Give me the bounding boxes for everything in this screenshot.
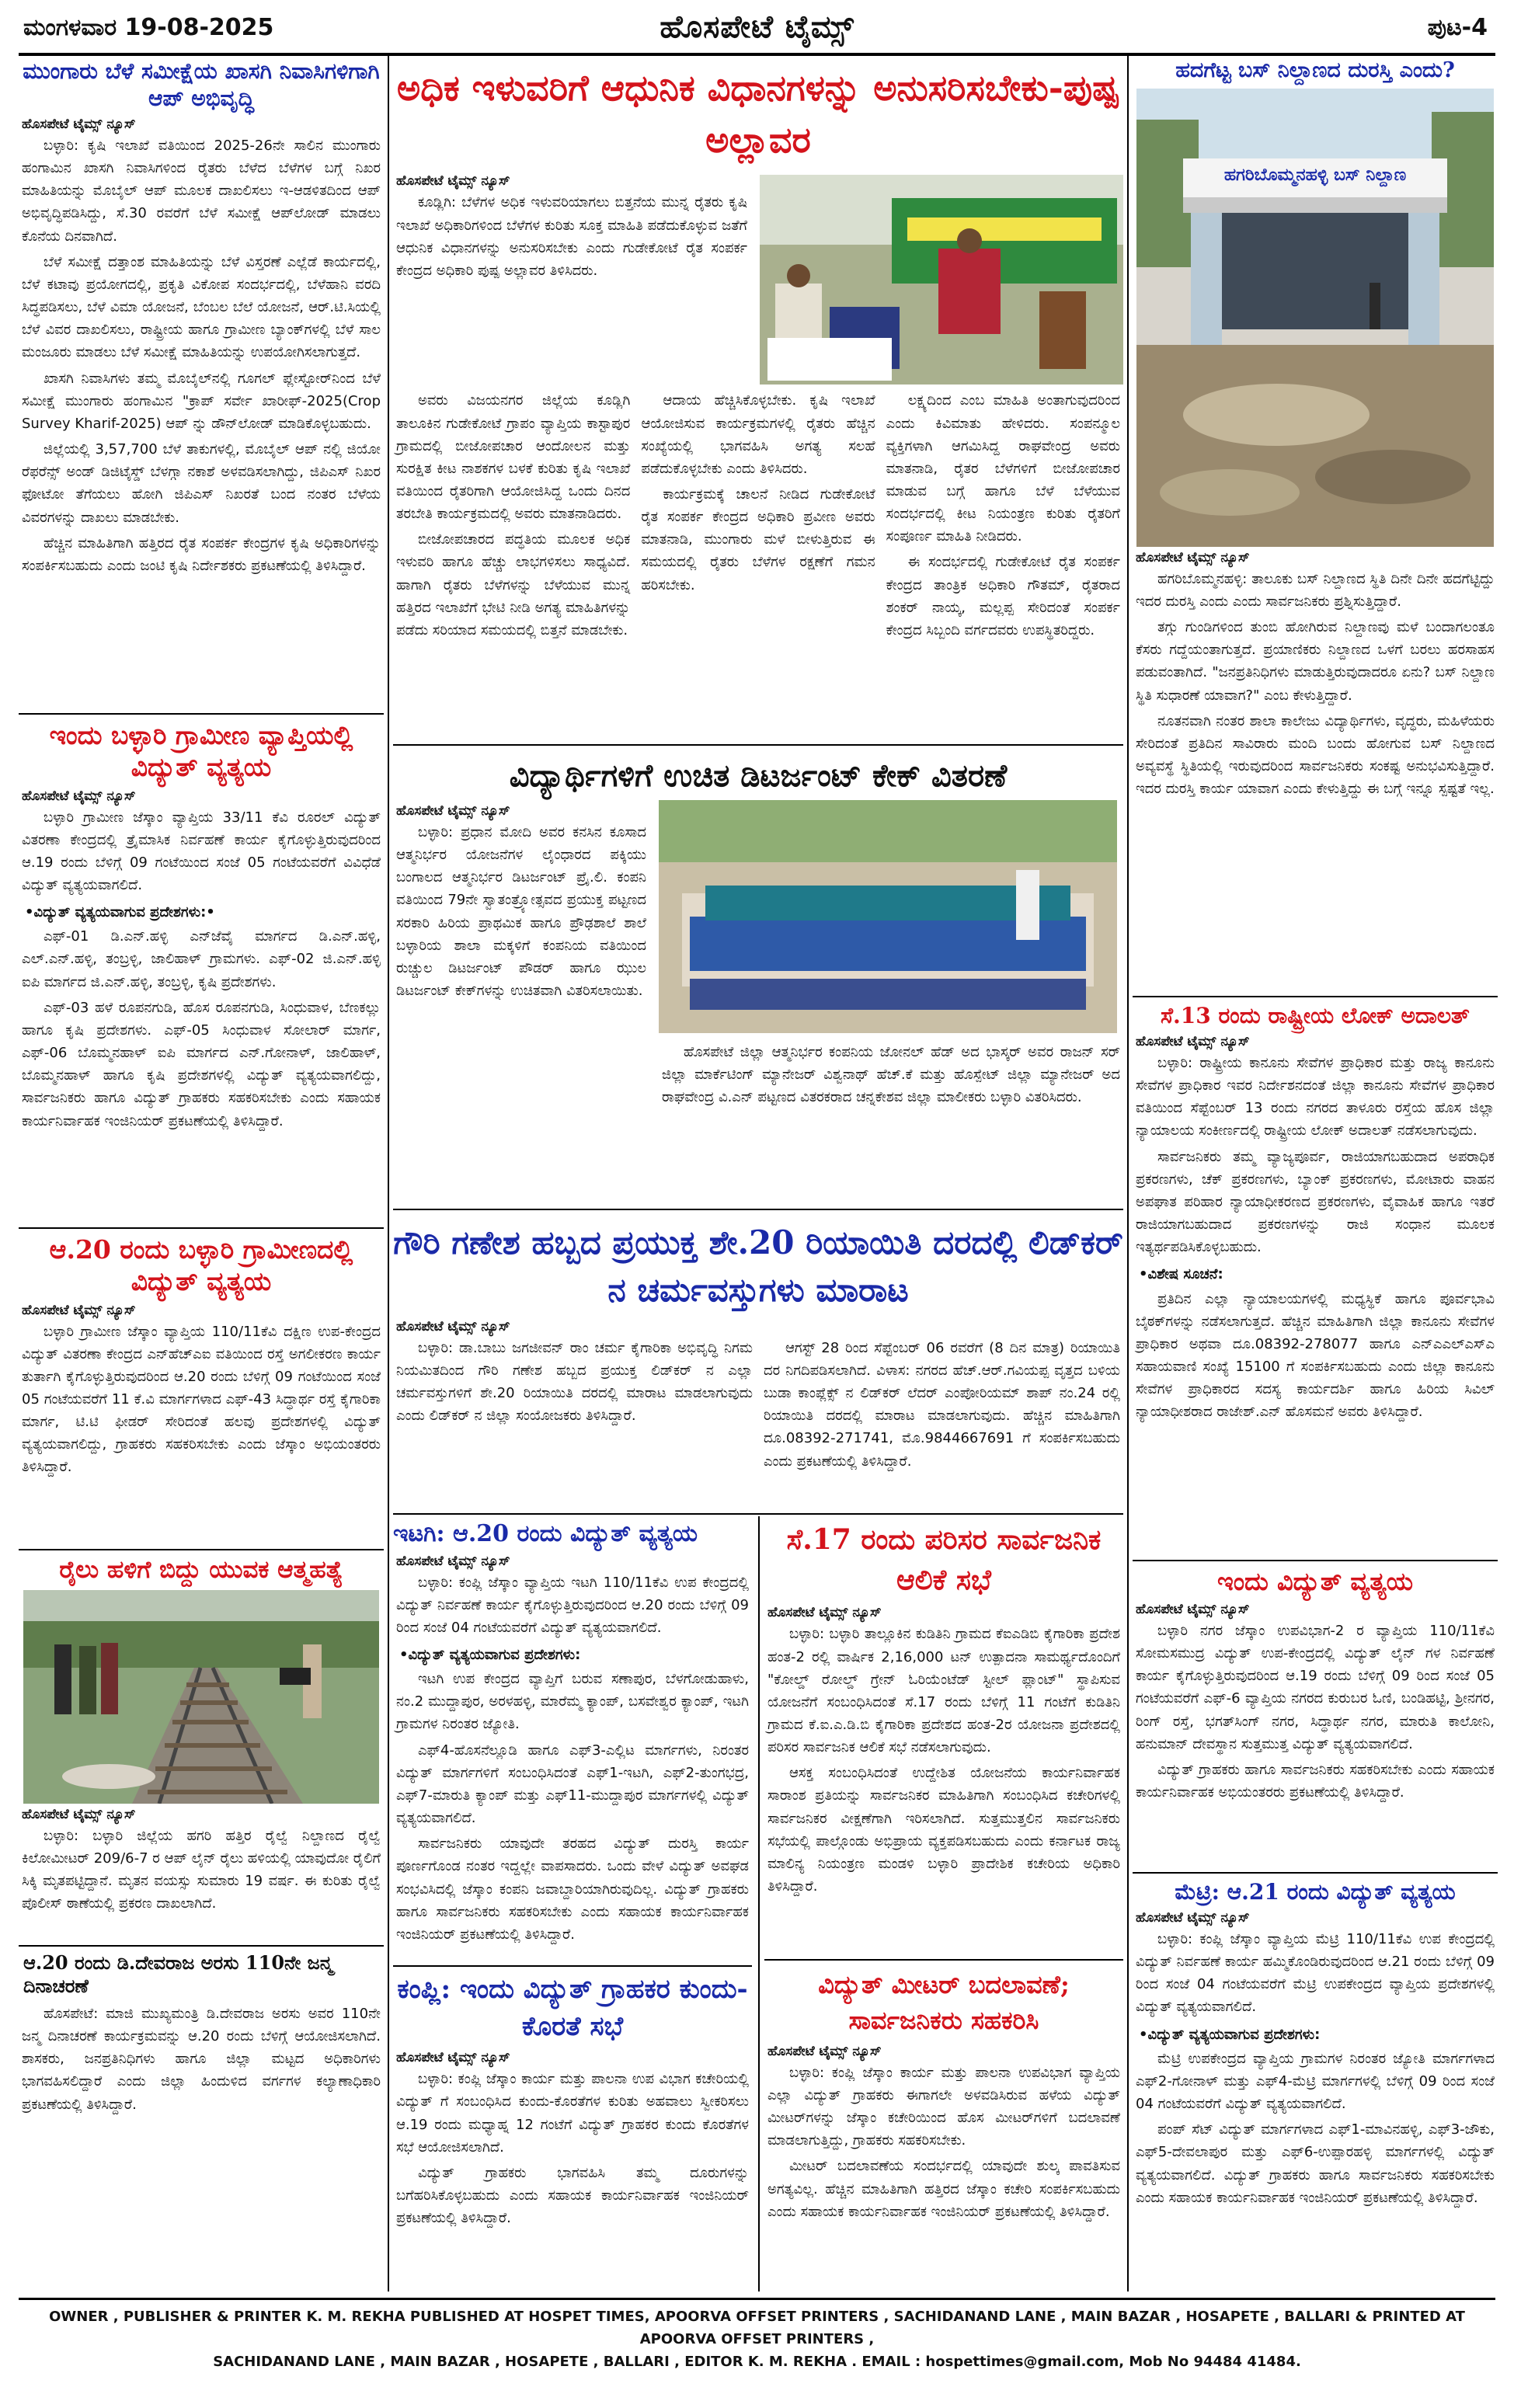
story-divider: [1133, 1560, 1498, 1561]
story-lidkar-discount: [393, 1213, 1123, 1508]
paragraph: ಜಿಲ್ಲೆಯಲ್ಲಿ 3,57,700 ಬೆಳೆ ತಾಕುಗಳಲ್ಲಿ, ಮೊಬೈಲ್ ಆಪ್ ನಲ್ಲಿ ಜಿಯೋ ರೆಫರೆನ್ಸ್ ಅಂಡ್ ಡಿಜಿಟೈಸ್ಡ್ ಬೆಳಗ್ಗಾ ನಕಾಶೆ ಅಳವಡಿಸಲಾಗಿದ್ದು, ಜಿಪಿಎಸ್ ನಿಖರ ಫೋಟೋ ತೆಗೆಯಲು ಹೋಗಿ ಜಿಪಿಎಸ್ ನಿಖರತೆ ಬಂದ ನಂತರ ಬೆಳೆಯ ವಿವರಗಳನ್ನು ದಾಖಲು ಮಾಡಬೇಕು.: [22, 441, 381, 526]
paragraph: ಹಗರಿಬೊಮ್ಮನಹಳ್ಳಿ: ತಾಲೂಕು ಬಸ್ ನಿಲ್ದಾಣದ ಸ್ಥಿತಿ ದಿನೇ ದಿನೇ ಹದಗೆಟ್ಟಿದ್ದು ಇದರ ದುರಸ್ತಿ ಎಂದು ಎಂದು ಸಾರ್ವಜನಿಕರು ಪ್ರಶ್ನಿಸುತ್ತಿದ್ದಾರೆ.: [1136, 570, 1495, 610]
story-crop-survey-app: [19, 56, 384, 708]
paragraph: ಬಳ್ಳಾರಿ: ಕೃಷಿ ಇಲಾಖೆ ವತಿಯಿಂದ 2025-26ನೇ ಸಾಲಿನ ಮುಂಗಾರು ಹಂಗಾಮಿನ ಖಾಸಗಿ ನಿವಾಸಿಗಳಿಂದ ರೈತರು ಬೆಳೆದ ಬೆಳೆಗಳ ಬಗ್ಗೆ ನಿಖರ ಮಾಹಿತಿಯನ್ನು ಮೊಬೈಲ್ ಆಪ್ ಮೂಲಕ ದಾಖಲಿಸಲು ಇ-ಆಡಳಿತದಿಂದ ಆಪ್ ಅಭಿವೃದ್ಧಿಪಡಿಸಿದ್ದು, ಸೆ.30 ರವರೆಗೆ ಬೆಳೆ ಸಮೀಕ್ಷೆ ಆಪ್‌ಲೋಡ್ ಮಾಡಲು ಕೊನೆಯ ದಿನವಾಗಿದೆ.: [22, 137, 381, 245]
headline: ಸೆ.13 ರಂದು ರಾಷ್ಟ್ರೀಯ ಲೋಕ್ ಅದಾಲತ್: [1161, 1003, 1470, 1028]
paragraph: ಬಳ್ಳಾರಿ: ರಾಷ್ಟ್ರೀಯ ಕಾನೂನು ಸೇವೆಗಳ ಪ್ರಾಧಿಕಾರ ಮತ್ತು ರಾಜ್ಯ ಕಾನೂನು ಸೇವೆಗಳ ಪ್ರಾಧಿಕಾರ ಇವರ ನಿರ್ದೇಶನದಂತೆ ಜಿಲ್ಲಾ ಕಾನೂನು ಸೇವೆಗಳ ಪ್ರಾಧಿಕಾರ ವತಿಯಿಂದ ಸೆಪ್ಟೆಂಬರ್ 13 ರಂದು ನಗರದ ತಾಳೂರು ರಸ್ತೆಯ ಹೊಸ ಜಿಲ್ಲಾ ನ್ಯಾಯಾಲಯ ಸಂಕೀರ್ಣದಲ್ಲಿ ರಾಷ್ಟ್ರೀಯ ಲೋಕ್ ಅದಾಲತ್ ನಡೆಸಲಾಗುವುದು.: [1136, 1055, 1495, 1140]
story-body: [22, 806, 381, 1133]
story-body-columns: [396, 389, 1120, 645]
headline: ಹದಗೆಟ್ಟ ಬಸ್ ನಿಲ್ದಾಣದ ದುರಸ್ತಿ ಎಂದು?: [1175, 58, 1455, 82]
paragraph: ಸಾರ್ವಜನಿಕರು ಯಾವುದೇ ತರಹದ ವಿದ್ಯುತ್ ದುರಸ್ತಿ ಕಾರ್ಯ ಪೂರ್ಣಗೊಂಡ ನಂತರ ಇದ್ದಲ್ಲೇ ವಾಪಸಾದರು. ಒಂದು ವೇಳೆ ವಿದ್ಯುತ್ ಅವಘಡ ಸಂಭವಿಸಿದಲ್ಲಿ ಜೆಸ್ಕಾಂ ಕಂಪನಿ ಜವಾಬ್ದಾರಿಯಾಗಿರುವುದಿಲ್ಲ. ವಿದ್ಯುತ್ ಗ್ರಾಹಕರು ಹಾಗೂ ಸಾರ್ವಜನಿಕರು ಸಹಕರಿಸಬೇಕು ಎಂದು ಸಹಾಯಕ ಕಾರ್ಯನಿರ್ವಾಹಕ ಇಂಜಿನಿಯರ್ ಪ್ರಕಟಣೆಯಲ್ಲಿ ತಿಳಿಸಿದ್ದಾರೆ.: [396, 1836, 749, 1943]
byline: ಹೊಸಪೇಟೆ ಟೈಮ್ಸ್ ನ್ಯೂಸ್: [22, 1806, 136, 1822]
story-body-columns: [396, 1337, 1120, 1476]
story-divider: [19, 1945, 384, 1947]
headline: ಸೆ.17 ರಂದು ಪರಿಸರ ಸಾರ್ವಜನಿಕ ಆಲಿಕೆ ಸಭೆ: [786, 1523, 1102, 1597]
paragraph: ಆದಾಯ ಹೆಚ್ಚಿಸಿಕೊಳ್ಳಬೇಕು. ಕೃಷಿ ಇಲಾಖೆ ಆಯೋಜಿಸುವ ಕಾರ್ಯಕ್ರಮಗಳಲ್ಲಿ ರೈತರು ಹೆಚ್ಚಿನ ಸಂಖ್ಯೆಯಲ್ಲಿ ಭಾಗವಹಿಸಿ ಅಗತ್ಯ ಸಲಹೆ ಪಡೆದುಕೊಳ್ಳಬೇಕು ಎಂದು ತಿಳಿಸಿದರು.: [641, 392, 875, 477]
students-photo-image: [659, 800, 1117, 1033]
byline: ಹೊಸಪೇಟೆ ಟೈಮ್ಸ್ ನ್ಯೂಸ್: [1136, 1910, 1250, 1926]
body-col: [764, 1337, 1120, 1476]
paragraph: ಹೊಸಪೇಟೆ ಜಿಲ್ಲಾ ಆತ್ಮನಿರ್ಭರ ಕಂಪನಿಯ ಜೋನಲ್ ಹೆಡ್ ಅದ ಭಾಸ್ಕರ್ ಅವರ ರಾಜನ್ ಸರ್ ಜಿಲ್ಲಾ ಮಾರ್ಕೆಟಿಂಗ್ ಮ್ಯಾನೇಜರ್ ವಿಶ್ವನಾಥ್ ಹೆಚ್.ಕೆ ಮತ್ತು ಹೊಸ್ಪೇಟ್ ಜಿಲ್ಲಾ ಮ್ಯಾನೇಜರ್ ಅದ ರಾಘವೇಂದ್ರ ವಿ.ಎನ್ ಪಟ್ಟಣದ ವಿತರಕರಾದ ಚನ್ನಕೇಶವ ಜಿಲ್ಲಾ ಮಾಲೀಕರು ಬಳ್ಳಾರಿ ವಿತರಿಸಿದರು.: [662, 1044, 1120, 1106]
body-col: [641, 389, 875, 645]
byline: ಹೊಸಪೇಟೆ ಟೈಮ್ಸ್ ನ್ಯೂಸ್: [1136, 549, 1250, 565]
paragraph: ಬೀಜೋಪಚಾರದ ಪದ್ಧತಿಯ ಮೂಲಕ ಅಧಿಕ ಇಳುವರಿ ಹಾಗೂ ಹೆಚ್ಚು ಲಾಭಗಳಿಸಲು ಸಾಧ್ಯವಿದೆ. ಹಾಗಾಗಿ ರೈತರು ಬೆಳೆಗಳನ್ನು ಬೆಳೆಯುವ ಮುನ್ನ ಹತ್ತಿರದ ಇಲಾಖೆಗೆ ಭೇಟಿ ನೀಡಿ ಅಗತ್ಯ ಮಾಹಿತಿಗಳನ್ನು ಪಡೆದು ಸರಿಯಾದ ಸಮಯದಲ್ಲಿ ಬಿತ್ತನೆ ಮಾಡಬೇಕು.: [396, 531, 631, 639]
page-number: ಪುಟ-4: [1427, 14, 1488, 41]
headline: ಆ.20 ರಂದು ಡಿ.ದೇವರಾಜ ಅರಸು 110ನೇ ಜನ್ಮ ದಿನಾಚರಣೆ: [23, 1951, 333, 1997]
paragraph: ತಗ್ಗು ಗುಂಡಿಗಳಿಂದ ತುಂಬಿ ಹೋಗಿರುವ ನಿಲ್ದಾಣವು ಮಳೆ ಬಂದಾಗಲಂತೂ ಕೆಸರು ಗದ್ದೆಯಂತಾಗುತ್ತದೆ. ಪ್ರಯಾಣಿಕರು ನಿಲ್ದಾಣದ ಒಳಗೆ ಬರಲು ಹರಸಾಹಸ ಪಡುವಂತಾಗಿದೆ. "ಜನಪ್ರತಿನಿಧಿಗಳು ಮಾಡುತ್ತಿರುವುದಾದರೂ ಏನು? ಬಸ್ ನಿಲ್ದಾಣ ಸ್ಥಿತಿ ಸುಧಾರಣೆ ಯಾವಾಗ?" ಎಂಬ ಕೇಳುತ್ತಿದ್ದಾರೆ.: [1136, 619, 1495, 704]
paragraph: ಸಾರ್ವಜನಿಕರು ತಮ್ಮ ವ್ಯಾಜ್ಯಪೂರ್ವ, ರಾಜಿಯಾಗಬಹುದಾದ ಅಪರಾಧಿಕ ಪ್ರಕರಣಗಳು, ಚೆಕ್ ಪ್ರಕರಣಗಳು, ಬ್ಯಾಂಕ್ ಪ್ರಕರಣಗಳು, ಮೋಟಾರು ವಾಹನ ಅಪಘಾತ ಪರಿಹಾರ ನ್ಯಾಯಾಧೀಕರಣದ ಪ್ರಕರಣಗಳು, ವೈವಾಹಿಕ ಹಾಗೂ ಇತರೆ ರಾಜಿಯಾಗಬಹುದಾದ ಪ್ರಕರಣಗಳನ್ನು ರಾಜಿ ಸಂಧಾನ ಮೂಲಕ ಇತ್ಯರ್ಥಪಡಿಸಿಕೊಳ್ಳಬಹುದು.: [1136, 1148, 1495, 1256]
story-body: [396, 2068, 749, 2229]
byline: ಹೊಸಪೇಟೆ ಟೈಮ್ಸ್ ನ್ಯೂಸ್: [396, 2050, 510, 2066]
story-body: [1136, 1928, 1495, 2209]
headline: ರೈಲು ಹಳಿಗೆ ಬಿದ್ದು ಯುವಕ ಆತ್ಮಹತ್ಯೆ: [59, 1556, 343, 1584]
paragraph: ಆಗಸ್ಟ್ 28 ರಿಂದ ಸೆಪ್ಟೆಂಬರ್ 06 ರವರೆಗೆ (8 ದಿನ ಮಾತ್ರ) ರಿಯಾಯಿತಿ ದರ ನಿಗದಿಪಡಿಸಲಾಗಿದೆ. ವಿಳಾಸ: ನಗರದ ಹೆಚ್.ಆರ್.ಗವಿಯಪ್ಪ ವೃತ್ತದ ಬಳಿಯ ಬುಡಾ ಕಾಂಪ್ಲೆಕ್ಸ್ ನ ಲಿಡ್‌ಕರ್ ಲೆದರ್ ಎಂಪೋರಿಯಮ್ ಶಾಪ್ ನಂ.24 ರಲ್ಲಿ ರಿಯಾಯಿತಿ ದರದಲ್ಲಿ ಮಾರಾಟ ಮಾಡಲಾಗುವುದು. ಹೆಚ್ಚಿನ ಮಾಹಿತಿಗಾಗಿ ದೂ.08392-271741, ಮೊ.9844667691 ಗೆ ಸಂಪರ್ಕಿಸಬಹುದು ಎಂದು ಪ್ರಕಟಣೆಯಲ್ಲಿ ತಿಳಿಸಿದ್ದಾರೆ.: [764, 1339, 1120, 1470]
subheading: •ವಿದ್ಯುತ್ ವ್ಯತ್ಯಯವಾಗುವ ಪ್ರದೇಶಗಳು:: [399, 1646, 581, 1663]
paragraph: ವಿದ್ಯುತ್ ಗ್ರಾಹಕರು ಭಾಗವಹಿಸಿ ತಮ್ಮ ದೂರುಗಳನ್ನು ಬಗೆಹರಿಸಿಕೊಳ್ಳಬಹುದು ಎಂದು ಸಹಾಯಕ ಕಾರ್ಯನಿರ್ವಾಹಕ ಇಂಜಿನಿಯರ್ ಪ್ರಕಟಣೆಯಲ್ಲಿ ತಿಳಿಸಿದ್ದಾರೆ.: [396, 2164, 749, 2227]
story-body: [662, 1041, 1120, 1108]
byline: ಹೊಸಪೇಟೆ ಟೈಮ್ಸ್ ನ್ಯೂಸ್: [396, 1318, 510, 1334]
story-body: [767, 1623, 1120, 1898]
subheading: •ವಿದ್ಯುತ್ ವ್ಯತ್ಯಯವಾಗುವ ಪ್ರದೇಶಗಳು:•: [25, 904, 215, 921]
imprint-line-2: SACHIDANAND LANE , MAIN BAZAR , HOSAPETE , BALLARI , EDITOR K. M. REKHA . EMAIL : hospettimes@gmail.com, Mob No 94484 41484.: [213, 2353, 1301, 2370]
paragraph: ಕಾರ್ಯಕ್ರಮಕ್ಕೆ ಚಾಲನೆ ನೀಡಿದ ಗುಡೇಕೋಟೆ ರೈತ ಸಂಪರ್ಕ ಕೇಂದ್ರದ ಅಧಿಕಾರಿ ಪ್ರವೀಣ ಅವರು ಮಾತನಾಡಿ, ಮುಂಗಾರು ಮಳೆ ಬೀಳುತ್ತಿರುವ ಈ ಸಮಯದಲ್ಲಿ ರೈತರು ಬೆಳೆಗಳ ರಕ್ಷಣೆಗೆ ಗಮನ ಹರಿಸಬೇಕು.: [641, 486, 875, 593]
story-modern-farming: [393, 56, 1123, 739]
railway-photo: [23, 1590, 379, 1804]
story-divider: [393, 1209, 1123, 1210]
story-body: [1136, 1052, 1495, 1424]
byline: ಹೊಸಪೇಟೆ ಟೈಮ್ಸ್ ನ್ಯೂಸ್: [22, 117, 136, 132]
headline: ಅಧಿಕ ಇಳುವರಿಗೆ ಆಧುನಿಕ ವಿಧಾನಗಳನ್ನು ಅನುಸರಿಸಬೇಕು-ಪುಷ್ಪ ಅಲ್ಲಾವರ: [396, 67, 1120, 161]
paragraph: ಬಳ್ಳಾರಿ ನಗರ ಜೆಸ್ಕಾಂ ಉಪವಿಭಾಗ-2 ರ ವ್ಯಾಪ್ತಿಯ 110/11ಕೆವಿ ಸೋಮಸಮುದ್ರ ವಿದ್ಯುತ್ ಉಪ-ಕೇಂದ್ರದಲ್ಲಿ ವಿದ್ಯುತ್ ಲೈನ್ ಗಳ ನಿರ್ವಹಣೆ ಕಾರ್ಯ ಕೈಗೊಳ್ಳುತ್ತಿರುವುದರಿಂದ ಆ.19 ರಂದು ಬೆಳಿಗ್ಗೆ 09 ರಿಂದ ಸಂಜೆ 05 ಗಂಟೆಯವರೆಗೆ ಎಫ್-6 ವ್ಯಾಪ್ತಿಯ ನಗರದ ಕುರುಬರ ಓಣಿ, ಬಂಡಿಹಟ್ಟಿ, ಶ್ರೀನಗರ, ರಿಂಗ್ ರಸ್ತೆ, ಭಗತ್‌ಸಿಂಗ್ ನಗರ, ಸಿದ್ಧಾರ್ಥ ನಗರ, ಮಾರುತಿ ಕಾಲೋನಿ, ಹನುಮಾನ್ ದೇವಸ್ಥಾನ ಸುತ್ತಮುತ್ತ ವಿದ್ಯುತ್ ವ್ಯತ್ಯಯವಾಗಲಿದೆ.: [1136, 1623, 1495, 1752]
story-text-a: [393, 170, 750, 385]
byline: ಹೊಸಪೇಟೆ ಟೈಮ್ಸ್ ನ್ಯೂಸ್: [396, 173, 510, 190]
byline: ಹೊಸಪೇಟೆ ಟೈಮ್ಸ್ ನ್ಯೂಸ್: [396, 1553, 510, 1569]
story-lok-adalat: [1133, 1000, 1498, 1555]
story-top-row: [393, 170, 1123, 385]
paragraph: ಬಳ್ಳಾರಿ: ಕಂಪ್ಲಿ ಜೆಸ್ಕಾಂ ವ್ಯಾಪ್ತಿಯ ಮೆಟ್ರಿ 110/11ಕೆವಿ ಉಪ ಕೇಂದ್ರದಲ್ಲಿ ವಿದ್ಯುತ್ ನಿರ್ವಹಣೆ ಕಾರ್ಯ ಹಮ್ಮಿಕೊಂಡಿರುವುದರಿಂದ ಆ.21 ರಂದು ಬೆಳಿಗ್ಗೆ 09 ರಿಂದ ಸಂಜೆ 04 ಗಂಟೆಯವರೆಗೆ ಮೆಟ್ರಿ ಉಪಕೇಂದ್ರದ ವ್ಯಾಪ್ತಿಯ ಪ್ರದೇಶಗಳಲ್ಲಿ ವಿದ್ಯುತ್ ವ್ಯತ್ಯಯವಾಗಲಿದೆ.: [1136, 1931, 1495, 2016]
paragraph: ಬೆಳೆ ಸಮೀಕ್ಷೆ ದತ್ತಾಂಶ ಮಾಹಿತಿಯನ್ನು ಬೆಳೆ ವಿಸ್ತರಣೆ ಎಲ್ಲೆಡೆ ಕಾರ್ಯದಲ್ಲಿ, ಬೆಳೆ ಕಟಾವು ಪ್ರಯೋಗದಲ್ಲಿ, ಪ್ರಕೃತಿ ವಿಕೋಪ ಸಂದರ್ಭದಲ್ಲಿ, ಬೆಳೆಹಾನಿ ವರದಿ ಸಿದ್ಧಪಡಿಸಲು, ಬೆಳೆ ವಿಮಾ ಯೋಜನೆ, ಬೆಂಬಲ ಬೆಲೆ ಯೋಜನೆ, ಆರ್.ಟಿ.ಸಿಯಲ್ಲಿ ಬೆಳೆ ವಿವರ ದಾಖಲಿಸಲು, ರಾಷ್ಟ್ರೀಯ ಹಾಗೂ ಗ್ರಾಮೀಣ ಬ್ಯಾಂಕ್‌ಗಳಲ್ಲಿ ಬೆಳೆ ಸಾಲ ಮಂಜೂರು ಮಾಡಲು ಬೆಳೆ ಸಮೀಕ್ಷೆ ಮಾಹಿತಿಯನ್ನು ಉಪಯೋಗಿಸಲಾಗುತ್ತದೆ.: [22, 253, 381, 361]
story-metri-power-cut: [1133, 1877, 1498, 2291]
column-divider: [1127, 56, 1129, 2291]
paragraph: ಬಳ್ಳಾರಿ: ಪ್ರಧಾನ ಮೋದಿ ಅವರ ಕನಸಿನ ಕೂಸಾದ ಆತ್ಮನಿರ್ಭರ ಯೋಜನೆಗಳ ಲೈಂಧಾರದ ಪಕ್ಕಿಯು ಬಂಗಾಲದ ಆತ್ಮನಿರ್ಭರ ಡಿಟರ್ಜಂಟ್ ಪ್ರೈ.ಲಿ. ಕಂಪನಿ ವತಿಯಿಂದ 79ನೇ ಸ್ವಾತಂತ್ರ್ಯೋತ್ಸವದ ಪ್ರಯುಕ್ತ ಪಟ್ಟಣದ ಸರಕಾರಿ ಹಿರಿಯ ಪ್ರಾಥಮಿಕ ಹಾಗೂ ಪ್ರೌಢಶಾಲೆ ಶಾಲೆ ಬಳ್ಳಾರಿಯ ಶಾಲಾ ಮಕ್ಕಳಿಗೆ ಕಂಪನಿಯ ವತಿಯಿಂದ ರುಚ್ಚುಲ ಡಿಟರ್ಜಂಟ್ ಪೌಡರ್ ಹಾಗೂ ಝುಲ ಡಿಟರ್ಜಂಟ್ ಕೇಕ್‌ಗಳನ್ನು ಉಚಿತವಾಗಿ ವಿತರಿಸಲಾಯಿತು.: [396, 824, 646, 1000]
story-body: [396, 191, 747, 282]
imprint-line-1: OWNER , PUBLISHER & PRINTER K. M. REKHA PUBLISHED AT HOSPET TIMES, APOORVA OFFSET PRINTERS , SACHIDANAND LANE , MAIN BAZAR , HOSAPETE , BALLARI & PRINTED AT APOORVA OFFSET PRINTERS ,: [49, 2309, 1465, 2347]
story-today-power-cut: [1133, 1564, 1498, 1867]
column-divider: [758, 1516, 760, 2291]
byline: ಹೊಸಪೇಟೆ ಟೈಮ್ಸ್ ನ್ಯೂಸ್: [1136, 1602, 1250, 1617]
headline: ಇಟಗಿ: ಆ.20 ರಂದು ವಿದ್ಯುತ್ ವ್ಯತ್ಯಯ: [393, 1520, 698, 1547]
headline: ಇಂದು ವಿದ್ಯುತ್ ವ್ಯತ್ಯಯ: [1217, 1567, 1413, 1596]
paragraph: ಬಳ್ಳಾರಿ: ಬಳ್ಳಾರಿ ಜಿಲ್ಲೆಯ ಹಗರಿ ಹತ್ತಿರ ರೈಲ್ವೆ ನಿಲ್ದಾಣದ ರೈಲ್ವೆ ಕಿಲೋಮೀಟರ್ 209/6-7 ರ ಆಪ್ ಲೈನ್ ರೈಲು ಹಳಿಯಲ್ಲಿ ಯಾವುದೋ ರೈಲಿಗೆ ಸಿಕ್ಕಿ ಮೃತಪಟ್ಟಿದ್ದಾನೆ. ಮೃತನ ವಯಸ್ಸು ಸುಮಾರು 19 ವರ್ಷ. ಈ ಕುರಿತು ರೈಲ್ವೆ ಪೊಲೀಸ್ ಠಾಣೆಯಲ್ಲಿ ಪ್ರಕರಣ ದಾಖಲಾಗಿದೆ.: [22, 1827, 381, 1912]
paragraph: ಬಳ್ಳಾರಿ ಗ್ರಾಮೀಣ ಜೆಸ್ಕಾಂ ವ್ಯಾಪ್ತಿಯ 110/11ಕೆವಿ ದಕ್ಷಿಣ ಉಪ-ಕೇಂದ್ರದ ವಿದ್ಯುತ್ ವಿತರಣಾ ಕೇಂದ್ರದ ಎನ್‌ಹೆಚ್‌ಎಐ ವತಿಯಿಂದ ರಸ್ತೆ ಅಗಲೀಕರಣ ಕಾರ್ಯ ತುರ್ತಾಗಿ ಕೈಗೊಳ್ಳುತ್ತಿರುವುದರಿಂದ ಆ.20 ರಂದು ಬೆಳಿಗ್ಗೆ 09 ಗಂಟೆಯಿಂದ ಸಂಜೆ 05 ಗಂಟೆಯವರೆಗೆ 11 ಕೆ.ವಿ ಮಾರ್ಗಗಳಾದ ಎಫ್-43 ಸಿದ್ಧಾರ್ಥ ರಸ್ತೆ ಕೈಗಾರಿಕಾ ಮಾರ್ಗ, ಟಿ.ಟಿ ಫೀಡರ್ ಸೇರಿದಂತೆ ಹಲವು ಪ್ರದೇಶಗಳಲ್ಲಿ ವಿದ್ಯುತ್ ವ್ಯತ್ಯಯವಾಗಲಿದ್ದು, ಗ್ರಾಹಕರು ಸಹಕರಿಸಬೇಕು ಎಂದು ಜೆಸ್ಕಾಂ ಅಭಿಯಂತರರು ತಿಳಿಸಿದ್ದಾರೆ.: [22, 1323, 381, 1476]
column-divider: [388, 56, 389, 2291]
story-divider: [764, 1959, 1123, 1961]
headline: ಮೆಟ್ರಿ: ಆ.21 ರಂದು ವಿದ್ಯುತ್ ವ್ಯತ್ಯಯ: [1175, 1879, 1456, 1905]
farmers-meeting-photo: [760, 175, 1123, 385]
issue-date: ಮಂಗಳವಾರ 19-08-2025: [23, 14, 274, 41]
headline: ವಿದ್ಯುತ್ ಮೀಟರ್ ಬದಲಾವಣೆ; ಸಾರ್ವಜನಿಕರು ಸಹಕರಿಸಿ: [818, 1970, 1070, 2036]
body-col: [886, 389, 1120, 645]
story-itagi-power-cut: [393, 1518, 752, 1962]
story-railway-suicide: [19, 1554, 384, 1940]
headline: ವಿದ್ಯಾರ್ಥಿಗಳಿಗೆ ಉಚಿತ ಡಿಟರ್ಜಂಟ್ ಕೇಕ್ ವಿತರಣೆ: [509, 757, 1008, 794]
headline: ಕಂಪ್ಲಿ: ಇಂದು ವಿದ್ಯುತ್ ಗ್ರಾಹಕರ ಕುಂದು-ಕೊರತೆ ಸಭೆ: [397, 1974, 748, 2042]
paragraph: ಹೊಸಪೇಟೆ: ಮಾಜಿ ಮುಖ್ಯಮಂತ್ರಿ ಡಿ.ದೇವರಾಜ ಅರಸು ಅವರ 110ನೇ ಜನ್ಮ ದಿನಾಚರಣೆ ಕಾರ್ಯಕ್ರಮವನ್ನು ಆ.20 ರಂದು ಬೆಳಿಗ್ಗೆ ಆಯೋಜಿಸಲಾಗಿದೆ. ಶಾಸಕರು, ಜನಪ್ರತಿನಿಧಿಗಳು ಹಾಗೂ ಜಿಲ್ಲಾ ಮಟ್ಟದ ಅಧಿಕಾರಿಗಳು ಭಾಗವಹಿಸಲಿದ್ದಾರೆ ಎಂದು ಜಿಲ್ಲಾ ಹಿಂದುಳಿದ ವರ್ಗಗಳ ಕಲ್ಯಾಣಾಧಿಕಾರಿ ಪ್ರಕಟಣೆಯಲ್ಲಿ ತಿಳಿಸಿದ್ದಾರೆ.: [22, 2006, 381, 2113]
paragraph: ಹೆಚ್ಚಿನ ಮಾಹಿತಿಗಾಗಿ ಹತ್ತಿರದ ರೈತ ಸಂಪರ್ಕ ಕೇಂದ್ರಗಳ ಕೃಷಿ ಅಧಿಕಾರಿಗಳನ್ನು ಸಂಪರ್ಕಿಸಬಹುದು ಎಂದು ಜಂಟಿ ಕೃಷಿ ನಿರ್ದೇಶಕರು ಪ್ರಕಟಣೆಯಲ್ಲಿ ತಿಳಿಸಿದ್ದಾರೆ.: [22, 534, 381, 574]
story-divider: [19, 1227, 384, 1229]
paragraph: ಆಸಕ್ತ ಸಂಬಂಧಿಸಿದಂತೆ ಉದ್ದೇಶಿತ ಯೋಜನೆಯ ಕಾರ್ಯನಿರ್ವಾಹಕ ಸಾರಾಂಶ ಪ್ರತಿಯನ್ನು ಸಾರ್ವಜನಿಕರ ಮಾಹಿತಿಗಾಗಿ ಸಂಬಂಧಿಸಿದ ಕಚೇರಿಗಳಲ್ಲಿ ಸಾರ್ವಜನಿಕರ ವೀಕ್ಷಣೆಗಾಗಿ ಇರಿಸಲಾಗಿದೆ. ಸುತ್ತಮುತ್ತಲಿನ ಸಾರ್ವಜನಿಕರು ಸಭೆಯಲ್ಲಿ ಪಾಲ್ಗೊಂಡು ಅಭಿಪ್ರಾಯ ವ್ಯಕ್ತಪಡಿಸಬಹುದು ಎಂದು ಕರ್ನಾಟಕ ರಾಜ್ಯ ಮಾಲಿನ್ಯ ನಿಯಂತ್ರಣ ಮಂಡಳಿ ಬಳ್ಳಾರಿ ಪ್ರಾದೇಶಿಕ ಕಚೇರಿಯ ಅಧಿಕಾರಿ ತಿಳಿಸಿದ್ದಾರೆ.: [767, 1765, 1120, 1895]
story-text-a: [393, 800, 649, 1112]
story-body: [22, 1825, 381, 1916]
body-col: [396, 389, 630, 645]
right-column: [1133, 56, 1498, 2291]
story-divider: [393, 1965, 752, 1967]
story-divider: [19, 1549, 384, 1550]
bus-stand-photo: [1136, 89, 1494, 547]
story-divider: [393, 744, 1123, 746]
paper-title: ಹೊಸಪೇಟೆ ಟೈಮ್ಸ್: [660, 9, 854, 45]
paragraph: ಮೀಟರ್ ಬದಲಾವಣೆಯ ಸಂದರ್ಭದಲ್ಲಿ ಯಾವುದೇ ಶುಲ್ಕ ಪಾವತಿಸುವ ಅಗತ್ಯವಿಲ್ಲ. ಹೆಚ್ಚಿನ ಮಾಹಿತಿಗಾಗಿ ಹತ್ತಿರದ ಜೆಸ್ಕಾಂ ಕಚೇರಿ ಸಂಪರ್ಕಿಸಬಹುದು ಎಂದು ಸಹಾಯಕ ಕಾರ್ಯನಿರ್ವಾಹಕ ಇಂಜಿನಿಯರ್ ಪ್ರಕಟಣೆಯಲ್ಲಿ ತಿಳಿಸಿದ್ದಾರೆ.: [767, 2158, 1120, 2220]
byline: ಹೊಸಪೇಟೆ ಟೈಮ್ಸ್ ನ್ಯೂಸ್: [1136, 1034, 1250, 1049]
paragraph: ಬಳ್ಳಾರಿ ಗ್ರಾಮೀಣ ಜೆಸ್ಕಾಂ ವ್ಯಾಪ್ತಿಯ 33/11 ಕೆವಿ ರೂರಲ್ ವಿದ್ಯುತ್ ವಿತರಣಾ ಕೇಂದ್ರದಲ್ಲಿ ತ್ರೈಮಾಸಿಕ ನಿರ್ವಹಣೆ ಕಾರ್ಯ ಕೈಗೊಳ್ಳುತ್ತಿರುವುದರಿಂದ ಆ.19 ರಂದು ಬೆಳಿಗ್ಗೆ 09 ಗಂಟೆಯಿಂದ ಸಂಜೆ 05 ಗಂಟೆಯವರೆಗೆ ವಿವಿಧೆಡೆ ವಿದ್ಯುತ್ ವ್ಯತ್ಯಯವಾಗಲಿದೆ.: [22, 809, 381, 893]
story-body: [396, 1571, 749, 1947]
paragraph: ಎಫ್-03 ಹಳೆ ರೂಪನಗುಡಿ, ಹೊಸ ರೂಪನಗುಡಿ, ಸಿಂಧುವಾಳ, ಬೆಣಕಲ್ಲು ಹಾಗೂ ಕೃಷಿ ಪ್ರದೇಶಗಳು. ಎಫ್-05 ಸಿಂಧುವಾಳ ಸೋಲಾರ್ ಮಾರ್ಗ, ಎಫ್-06 ಬೊಮ್ಮನಹಾಳ್ ಐಪಿ ಮಾರ್ಗದ ಎನ್.ಗೋನಾಳ್, ಜಾಲಿಹಾಳ್, ಬೊಮ್ಮನಹಾಳ್ ಹಾಗೂ ಕೃಷಿ ಪ್ರದೇಶಗಳಲ್ಲಿ ವಿದ್ಯುತ್ ವ್ಯತ್ಯಯವಾಗಲಿದ್ದು, ಸಾರ್ವಜನಿಕರು ಹಾಗೂ ವಿದ್ಯುತ್ ಗ್ರಾಹಕರು ಸಹಕರಿಸಬೇಕು ಎಂದು ಸಹಾಯಕ ಕಾರ್ಯನಿರ್ವಾಹಕ ಇಂಜಿನಿಯರ್ ಪ್ರಕಟಣೆಯಲ್ಲಿ ತಿಳಿಸಿದ್ದಾರೆ.: [22, 999, 381, 1129]
paragraph: ನೂತನವಾಗಿ ನಂತರ ಶಾಲಾ ಕಾಲೇಜು ವಿದ್ಯಾರ್ಥಿಗಳು, ವೃದ್ಧರು, ಮಹಿಳೆಯರು ಸೇರಿದಂತೆ ಪ್ರತಿದಿನ ಸಾವಿರಾರು ಮಂದಿ ಬಂದು ಹೋಗುವ ಬಸ್ ನಿಲ್ದಾಣದ ಅವ್ಯವಸ್ಥೆ ಸ್ಥಿತಿಯಲ್ಲಿ ಇರುವುದರಿಂದ ಸಾರ್ವಜನಿಕರು ಸಂಕಷ್ಟ ಅನುಭವಿಸುತ್ತಿದ್ದಾರೆ. ಇದರ ದುರಸ್ತಿ ಕಾರ್ಯ ಯಾವಾಗ ಎಂದು ಕೇಳುತ್ತಿದ್ದು ಈ ಬಗ್ಗೆ ಇನ್ನೂ ಸ್ಪಷ್ಟತೆ ಇಲ್ಲ.: [1136, 712, 1495, 798]
story-row: [393, 800, 1123, 1112]
story-body: [22, 2003, 381, 2116]
subheading: •ವಿಶೇಷ ಸೂಚನೆ:: [1139, 1266, 1223, 1283]
paragraph: ಎಫ್4-ಹೊಸನೆಲ್ಲೂಡಿ ಹಾಗೂ ಎಫ್3-ಎಲ್ಲಿಟ ಮಾರ್ಗಗಳು, ನಿರಂತರ ವಿದ್ಯುತ್ ಮಾರ್ಗಗಳಿಗೆ ಸಂಬಂಧಿಸಿದಂತೆ ಎಫ್1-ಇಟಗಿ, ಎಫ್2-ತುಂಗಭದ್ರ, ಎಫ್7-ಮಾರುತಿ ಕ್ಯಾಂಪ್ ಮತ್ತು ಎಫ್11-ಮುದ್ದಾಪುರ ಮಾರ್ಗಗಳಲ್ಲಿ ವಿದ್ಯುತ್ ವ್ಯತ್ಯಯವಾಗಲಿದೆ.: [396, 1742, 749, 1827]
byline: ಹೊಸಪೇಟೆ ಟೈಮ್ಸ್ ನ್ಯೂಸ್: [767, 1605, 882, 1621]
story-body: [767, 2062, 1120, 2223]
story-media: [659, 800, 1123, 1112]
paragraph: ಬಳ್ಳಾರಿ: ಡಾ.ಬಾಬು ಜಗಜೀವನ್ ರಾಂ ಚರ್ಮ ಕೈಗಾರಿಕಾ ಅಭಿವೃದ್ಧಿ ನಿಗಮ ನಿಯಮಿತದಿಂದ ಗೌರಿ ಗಣೇಶ ಹಬ್ಬದ ಪ್ರಯುಕ್ತ ಲಿಡ್‌ಕರ್ ನ ಎಲ್ಲಾ ಚರ್ಮವಸ್ತುಗಳಿಗೆ ಶೇ.20 ರಿಯಾಯಿತಿ ದರದಲ್ಲಿ ಮಾರಾಟ ಮಾಡಲಾಗುವುದು ಎಂದು ಲಿಡ್‌ಕರ್ ನ ಜಿಲ್ಲಾ ಸಂಯೋಜಕರು ತಿಳಿಸಿದ್ದಾರೆ.: [396, 1339, 753, 1425]
story-rural-power-cut: [19, 718, 384, 1223]
paragraph: ಪ್ರತಿದಿನ ಎಲ್ಲಾ ನ್ಯಾಯಾಲಯಗಳಲ್ಲಿ ಮಧ್ಯಸ್ಥಿಕೆ ಹಾಗೂ ಪೂರ್ವಭಾವಿ ಬೈಠಕ್‌ಗಳನ್ನು ನಡೆಸಲಾಗುತ್ತದೆ. ಹೆಚ್ಚಿನ ಮಾಹಿತಿಗಾಗಿ ಜಿಲ್ಲಾ ಕಾನೂನು ಸೇವೆಗಳ ಪ್ರಾಧಿಕಾರ ಅಥವಾ ದೂ.08392-278077 ಹಾಗೂ ಎನ್‌ಎಎಲ್‌ಎಸ್‌ಎ ಸಹಾಯವಾಣಿ ಸಂಖ್ಯೆ 15100 ಗೆ ಸಂಪರ್ಕಿಸಬಹುದು ಎಂದು ಜಿಲ್ಲಾ ಕಾನೂನು ಸೇವೆಗಳ ಪ್ರಾಧಿಕಾರದ ಸದಸ್ಯ ಕಾರ್ಯದರ್ಶಿ ಹಾಗೂ ಹಿರಿಯ ಸಿವಿಲ್ ನ್ಯಾಯಾಧೀಶರಾದ ರಾಜೇಶ್.ಎನ್ ಹೊಸಮನೆ ಅವರು ತಿಳಿಸಿದ್ದಾರೆ.: [1136, 1290, 1495, 1421]
paragraph: ಬಳ್ಳಾರಿ: ಕಂಪ್ಲಿ ಜೆಸ್ಕಾಂ ಕಾರ್ಯ ಮತ್ತು ಪಾಲನಾ ಉಪ ವಿಭಾಗ ಕಚೇರಿಯಲ್ಲಿ ವಿದ್ಯುತ್ ಗೆ ಸಂಬಂಧಿಸಿದ ಕುಂದು-ಕೊರತೆಗಳ ಕುರಿತು ಅಹವಾಲು ಸ್ವೀಕರಿಸಲು ಆ.19 ರಂದು ಮಧ್ಯಾಹ್ನ 12 ಗಂಟೆಗೆ ವಿದ್ಯುತ್ ಗ್ರಾಹಕರ ಕುಂದು ಕೊರತೆಗಳ ಸಭೆ ಆಯೋಜಿಸಲಾಗಿದೆ.: [396, 2071, 749, 2156]
story-meter-replacement: [764, 1965, 1123, 2291]
story-body: [22, 1321, 381, 1479]
story-kampli-grievance: [393, 1970, 752, 2291]
paragraph: ಲಕ್ಷ್ಯದಿಂದ ಎಂಬ ಮಾಹಿತಿ ಅಂತಾಗುವುದರಿಂದ ಎಂದು ಕಿವಿಮಾತು ಹೇಳಿದರು. ಸಂಪನ್ಮೂಲ ವ್ಯಕ್ತಿಗಳಾಗಿ ಆಗಮಿಸಿದ್ದ ರಾಘವೇಂದ್ರ ಅವರು ಮಾತನಾಡಿ, ರೈತರ ಬೆಳೆಗಳಿಗೆ ಬೀಜೋಪಚಾರ ಮಾಡುವ ಬಗ್ಗೆ ಹಾಗೂ ಬೆಳೆ ಬೆಳೆಯುವ ಸಂದರ್ಭದಲ್ಲಿ ಕೀಟ ನಿಯಂತ್ರಣ ಕುರಿತು ರೈತರಿಗೆ ಸಂಪೂರ್ಣ ಮಾಹಿತಿ ನೀಡಿದರು.: [886, 392, 1120, 545]
story-body: [22, 134, 381, 577]
paragraph: ಮೆಟ್ರಿ ಉಪಕೇಂದ್ರದ ವ್ಯಾಪ್ತಿಯ ಗ್ರಾಮಗಳ ನಿರಂತರ ಜ್ಯೋತಿ ಮಾರ್ಗಗಳಾದ ಎಫ್2-ಗೋನಾಳ್ ಮತ್ತು ಎಫ್4-ಮೆಟ್ರಿ ಮಾರ್ಗಗಳಲ್ಲಿ ಬೆಳಿಗ್ಗೆ 09 ರಿಂದ ಸಂಜೆ 04 ಗಂಟೆಯವರೆಗೆ ವಿದ್ಯುತ್ ವ್ಯತ್ಯಯವಾಗಲಿದೆ.: [1136, 2050, 1495, 2113]
story-divider: [393, 1513, 1123, 1515]
headline: ಗೌರಿ ಗಣೇಶ ಹಬ್ಬದ ಪ್ರಯುಕ್ತ ಶೇ.20 ರಿಯಾಯಿತಿ ದರದಲ್ಲಿ ಲಿಡ್‌ಕರ್ ನ ಚರ್ಮವಸ್ತುಗಳು ಮಾರಾಟ: [393, 1223, 1123, 1309]
story-body: [396, 821, 646, 1002]
byline: ಹೊಸಪೇಟೆ ಟೈಮ್ಸ್ ನ್ಯೂಸ್: [22, 788, 136, 804]
imprint-footer: [19, 2298, 1495, 2368]
paragraph: ವಿದ್ಯುತ್ ಗ್ರಾಹಕರು ಹಾಗೂ ಸಾರ್ವಜನಿಕರು ಸಹಕರಿಸಬೇಕು ಎಂದು ಸಹಾಯಕ ಕಾರ್ಯನಿರ್ವಾಹಕ ಅಭಿಯಂತರರು ಪ್ರಕಟಣೆಯಲ್ಲಿ ತಿಳಿಸಿದ್ದಾರೆ.: [1136, 1761, 1495, 1801]
headline: ಇಂದು ಬಳ್ಳಾರಿ ಗ್ರಾಮೀಣ ವ್ಯಾಪ್ತಿಯಲ್ಲಿ ವಿದ್ಯುತ್ ವ್ಯತ್ಯಯ: [49, 720, 353, 783]
story-detergent-distribution: [393, 749, 1123, 1204]
paragraph: ಎಫ್-01 ಡಿ.ಎನ್.ಹಳ್ಳಿ ಎನ್‌ಜೆವೈ ಮಾರ್ಗದ ಡಿ.ಎನ್.ಹಳ್ಳಿ, ಎಲ್.ಎನ್.ಹಳ್ಳಿ, ತಂಬ್ರಳ್ಳಿ, ಜಾಲಿಹಾಳ್ ಗ್ರಾಮಗಳು. ಎಫ್-02 ಜಿ.ಎನ್.ಹಳ್ಳಿ ಐಪಿ ಮಾರ್ಗದ ಜಿ.ಎನ್.ಹಳ್ಳಿ, ತಂಬ್ರಳ್ಳಿ, ಕೃಷಿ ಪ್ರದೇಶಗಳು.: [22, 928, 381, 990]
bus-stand-photo-image: [1136, 89, 1494, 547]
paragraph: ಖಾಸಗಿ ನಿವಾಸಿಗಳು ತಮ್ಮ ಮೊಬೈಲ್‌ನಲ್ಲಿ ಗೂಗಲ್ ಪ್ಲೇಸ್ಟೋರ್‌ನಿಂದ ಬೆಳೆ ಸಮೀಕ್ಷೆ ಮುಂಗಾರು ಹಂಗಾಮಿನ "ಕ್ರಾಪ್ ಸರ್ವೇ ಖಾರೀಫ್-2025(Crop Survey Kharif-2025) ಆಪ್ ನ್ನು ಡೌನ್‌ಲೋಡ್ ಮಾಡಿಕೊಳ್ಳಬಹುದು.: [22, 370, 381, 432]
story-body: [1136, 1620, 1495, 1804]
body-col: [396, 1337, 753, 1476]
center-column: [393, 56, 1123, 2291]
story-divider: [1133, 996, 1498, 997]
paragraph: ಈ ಸಂದರ್ಭದಲ್ಲಿ ಗುಡೇಕೋಟೆ ರೈತ ಸಂಪರ್ಕ ಕೇಂದ್ರದ ತಾಂತ್ರಿಕ ಅಧಿಕಾರಿ ಗೌತಮ್, ರೈತರಾದ ಶಂಕರ್ ನಾಯ್ಕ, ಮಲ್ಲಪ್ಪ ಸೇರಿದಂತೆ ಸಂಪರ್ಕ ಕೇಂದ್ರದ ಸಿಬ್ಬಂದಿ ವರ್ಗದವರು ಉಪಸ್ಥಿತರಿದ್ದರು.: [886, 554, 1120, 639]
masthead: [19, 6, 1495, 56]
headline: ಮುಂಗಾರು ಬೆಳೆ ಸಮೀಕ್ಷೆಯ ಖಾಸಗಿ ನಿವಾಸಿಗಳಿಗಾಗಿ ಆಪ್ ಅಭಿವೃದ್ಧಿ: [23, 58, 380, 111]
story-divider: [1133, 1872, 1498, 1874]
byline: ಹೊಸಪೇಟೆ ಟೈಮ್ಸ್ ನ್ಯೂಸ್: [22, 1302, 136, 1318]
story-aug20-power-cut: [19, 1232, 384, 1544]
story-body: [1136, 568, 1495, 801]
headline: ಆ.20 ರಂದು ಬಳ್ಳಾರಿ ಗ್ರಾಮೀಣದಲ್ಲಿ ವಿದ್ಯುತ್ ವ್ಯತ್ಯಯ: [49, 1234, 353, 1297]
story-devaraj-urs: [19, 1950, 384, 2183]
bus-stand-sign-text: ಹಗರಿಬೊಮ್ಮನಹಳ್ಳಿ ಬಸ್ ನಿಲ್ದಾಣ: [1223, 164, 1407, 185]
paragraph: ಇಟಗಿ ಉಪ ಕೇಂದ್ರದ ವ್ಯಾಪ್ತಿಗೆ ಬರುವ ಸಣಾಪುರ, ಬೆಳಗೋಡುಹಾಳು, ನಂ.2 ಮುದ್ದಾಪುರ, ಅರಳಹಳ್ಳಿ, ಮಾರೆಮ್ಮ ಕ್ಯಾಂಪ್, ಬಸವೇಶ್ವರ ಕ್ಯಾಂಪ್, ಇಟಗಿ ಗ್ರಾಮಗಳ ನಿರಂತರ ಜ್ಯೋತಿ.: [396, 1671, 749, 1733]
paragraph: ಬಳ್ಳಾರಿ: ಕಂಪ್ಲಿ ಜೆಸ್ಕಾಂ ಕಾರ್ಯ ಮತ್ತು ಪಾಲನಾ ಉಪವಿಭಾಗ ವ್ಯಾಪ್ತಿಯ ಎಲ್ಲಾ ವಿದ್ಯುತ್ ಗ್ರಾಹಕರು ಈಗಾಗಲೇ ಅಳವಡಿಸಿರುವ ಹಳೆಯ ವಿದ್ಯುತ್ ಮೀಟರ್‌ಗಳನ್ನು ಜೆಸ್ಕಾಂ ಕಚೇರಿಯಿಂದ ಹೊಸ ಮೀಟರ್‌ಗಳಿಗೆ ಬದಲಾವಣೆ ಮಾಡಲಾಗುತ್ತಿದ್ದು, ಗ್ರಾಹಕರು ಸಹಕರಿಸಬೇಕು.: [767, 2064, 1120, 2149]
byline: ಹೊಸಪೇಟೆ ಟೈಮ್ಸ್ ನ್ಯೂಸ್: [767, 2043, 882, 2059]
left-column: [19, 56, 384, 2291]
paragraph: ಪಂಪ್ ಸೆಟ್ ವಿದ್ಯುತ್ ಮಾರ್ಗಗಳಾದ ಎಫ್1-ಮಾವಿನಹಳ್ಳಿ, ಎಫ್3-ಜೌಕು, ಎಫ್5-ದೇವಲಾಪುರ ಮತ್ತು ಎಫ್6-ಉಪ್ಪಾರಹಳ್ಳಿ ಮಾರ್ಗಗಳಲ್ಲಿ ವಿದ್ಯುತ್ ವ್ಯತ್ಯಯವಾಗಲಿದೆ. ವಿದ್ಯುತ್ ಗ್ರಾಹಕರು ಹಾಗೂ ಸಾರ್ವಜನಿಕರು ಸಹಕರಿಸಬೇಕು ಎಂದು ಸಹಾಯಕ ಕಾರ್ಯನಿರ್ವಾಹಕ ಇಂಜಿನಿಯರ್ ಪ್ರಕಟಣೆಯಲ್ಲಿ ತಿಳಿಸಿದ್ದಾರೆ.: [1136, 2121, 1495, 2206]
paragraph: ಬಳ್ಳಾರಿ: ಬಳ್ಳಾರಿ ತಾಲ್ಲೂಕಿನ ಕುಡಿತಿನಿ ಗ್ರಾಮದ ಕೆಐಎಡಿಬಿ ಕೈಗಾರಿಕಾ ಪ್ರದೇಶ ಹಂತ-2 ರಲ್ಲಿ ವಾರ್ಷಿಕ 2,16,000 ಟನ್ ಉತ್ಪಾದನಾ ಸಾಮರ್ಥ್ಯದೊಂದಿಗೆ "ಕೋಲ್ಡ್ ರೋಲ್ಡ್ ಗ್ರೇನ್ ಓರಿಯೆಂಟೆಡ್ ಸ್ಟೀಲ್ ಪ್ಲಾಂಟ್" ಸ್ಥಾಪಿಸುವ ಯೋಜನೆಗೆ ಸಂಬಂಧಿಸಿದಂತೆ ಸೆ.17 ರಂದು ಬೆಳಿಗ್ಗೆ 11 ಗಂಟೆಗೆ ಕುಡಿತಿನಿ ಗ್ರಾಮದ ಕೆ.ಐ.ಎ.ಡಿ.ಬಿ ಕೈಗಾರಿಕಾ ಪ್ರದೇಶದ ಹಂತ-2ರ ಯೋಜನಾ ಪ್ರದೇಶದಲ್ಲಿ ಪರಿಸರ ಸಾರ್ವಜನಿಕ ಆಲಿಕೆ ಸಭೆ ನಡೆಸಲಾಗುವುದು.: [767, 1626, 1120, 1756]
paragraph: ಬಳ್ಳಾರಿ: ಕಂಪ್ಲಿ ಜೆಸ್ಕಾಂ ವ್ಯಾಪ್ತಿಯ ಇಟಗಿ 110/11ಕೆವಿ ಉಪ ಕೇಂದ್ರದಲ್ಲಿ ವಿದ್ಯುತ್ ನಿರ್ವಹಣೆ ಕಾರ್ಯ ಕೈಗೊಳ್ಳುತ್ತಿರುವುದರಿಂದ ಆ.20 ರಂದು ಬೆಳಿಗ್ಗೆ 09 ರಿಂದ ಸಂಜೆ 04 ಗಂಟೆಯವರೆಗೆ ವಿದ್ಯುತ್ ವ್ಯತ್ಯಯವಾಗಲಿದೆ.: [396, 1574, 749, 1636]
subheading: •ವಿದ್ಯುತ್ ವ್ಯತ್ಯಯವಾಗುವ ಪ್ರದೇಶಗಳು:: [1139, 2026, 1321, 2043]
story-bus-stand: [1133, 56, 1498, 991]
paragraph: ಅವರು ವಿಜಯನಗರ ಜಿಲ್ಲೆಯ ಕೂಡ್ಲಿಗಿ ತಾಲೂಕಿನ ಗುಡೇಕೋಟೆ ಗ್ರಾಪಂ ವ್ಯಾಪ್ತಿಯ ಕಾಸ್ಟಾಪುರ ಗ್ರಾಮದಲ್ಲಿ ಬೀಜೋಪಚಾರ ಆಂದೋಲನ ಮತ್ತು ಸುರಕ್ಷಿತ ಕೀಟ ನಾಶಕಗಳ ಬಳಕೆ ಕುರಿತು ಕೃಷಿ ಇಲಾಖೆ ವತಿಯಿಂದ ರೈತರಿಗಾಗಿ ಆಯೋಜಿಸಿದ್ದ ಒಂದು ದಿನದ ತರಬೇತಿ ಕಾರ್ಯಕ್ರಮದಲ್ಲಿ ಅವರು ಮಾತನಾಡಿದರು.: [396, 392, 631, 523]
byline: ಹೊಸಪೇಟೆ ಟೈಮ್ಸ್ ನ್ಯೂಸ್: [396, 803, 510, 819]
farmers-meeting-photo-image: [760, 175, 1123, 385]
railway-track-photo-image: [23, 1590, 379, 1804]
story-public-hearing: [764, 1518, 1123, 1953]
paragraph: ಕೂಡ್ಲಿಗಿ: ಬೆಳೆಗಳ ಅಧಿಕ ಇಳುವರಿಯಾಗಲು ಬಿತ್ತನೆಯ ಮುನ್ನ ರೈತರು ಕೃಷಿ ಇಲಾಖೆ ಅಧಿಕಾರಿಗಳಿಂದ ಬೆಳೆಗಳ ಕುರಿತು ಸೂಕ್ತ ಮಾಹಿತಿ ಪಡೆದುಕೊಳ್ಳುವ ಜತೆಗೆ ಆಧುನಿಕ ವಿಧಾನಗಳನ್ನು ಅನುಸರಿಸಬೇಕು ಎಂದು ಗುಡೇಕೋಟೆ ರೈತ ಸಂಪರ್ಕ ಕೇಂದ್ರದ ಅಧಿಕಾರಿ ಪುಷ್ಪ ಅಲ್ಲಾವರ ತಿಳಿಸಿದರು.: [396, 194, 747, 279]
story-divider: [19, 713, 384, 715]
